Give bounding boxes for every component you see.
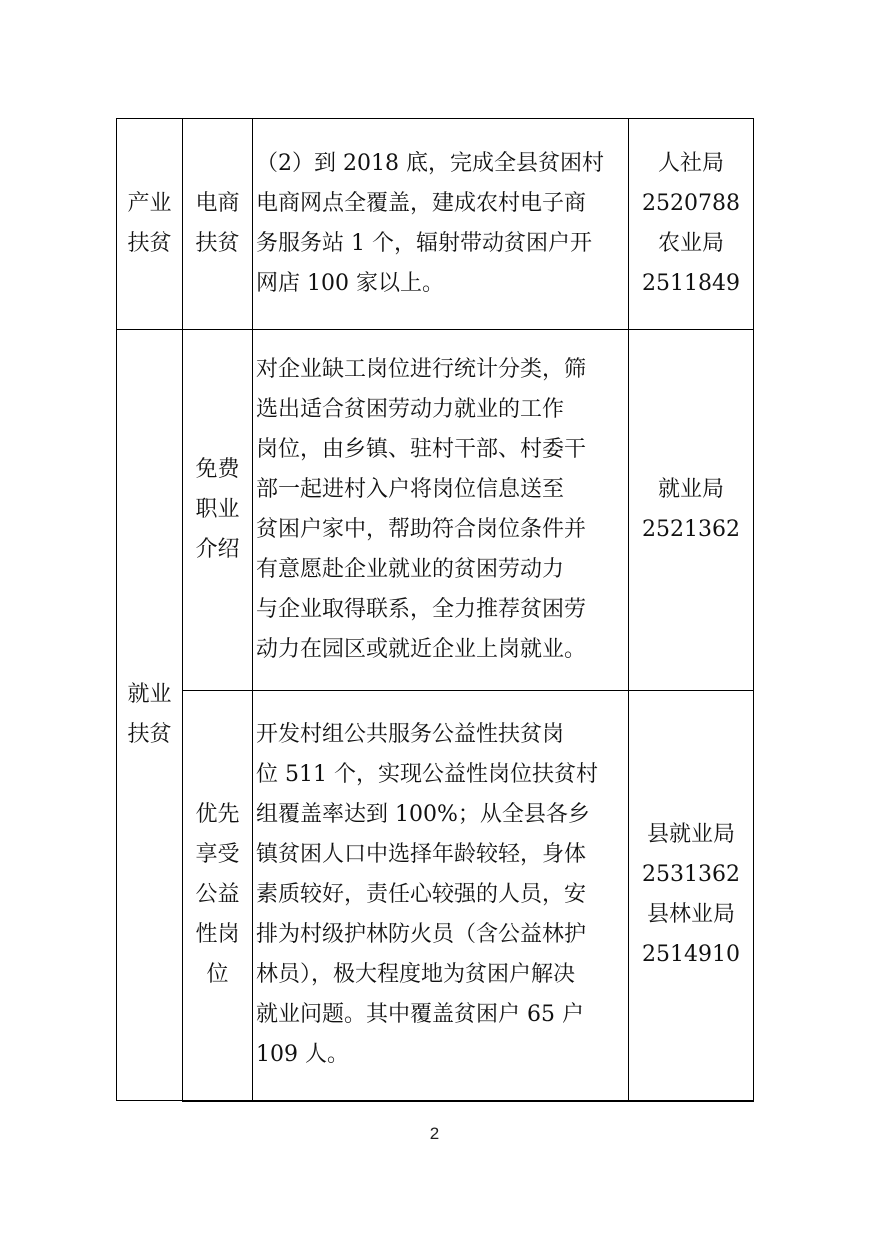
description-cell [253, 691, 629, 1101]
description-line: 开发村组公共服务公益性扶贫岗 [256, 722, 565, 748]
contact-text: 人社局 [657, 151, 724, 176]
subcategory-text: 介绍 [195, 537, 240, 562]
subcategory-cell [183, 330, 253, 691]
contact-cell [629, 691, 754, 1101]
contact-text: 2514910 [642, 942, 740, 968]
description-line: 岗位，由乡镇、驻村干部、村委干 [256, 437, 587, 462]
category-cell [117, 330, 183, 1101]
description-line: 有意愿赴企业就业的贫困劳动力 [256, 557, 565, 582]
subcategory-text: 电商 [195, 191, 240, 216]
description-line: 与企业取得联系，全力推荐贫困劳 [256, 597, 587, 622]
description-line: 网店 100 家以上。 [256, 271, 444, 296]
contact-cell [629, 330, 754, 691]
subcategory-text: 公益 [195, 882, 240, 908]
subcategory-text: 优先 [195, 802, 240, 828]
subcategory-text: 免费 [195, 457, 240, 482]
page-number: 2 [429, 1124, 440, 1143]
contact-text: 农业局 [657, 231, 724, 256]
description-line: 排为村级护林防火员（含公益林护 [256, 922, 587, 948]
description-line: 素质较好，责任心较强的人员，安 [256, 882, 587, 908]
subcategory-cell [183, 691, 253, 1101]
poverty-alleviation-table [116, 118, 754, 1102]
description-line: 109 人。 [256, 1042, 349, 1068]
description-line: 位 511 个，实现公益性岗位扶贫村 [256, 762, 598, 788]
description-line: 组覆盖率达到 100%；从全县各乡 [256, 802, 590, 828]
subcategory-text: 职业 [195, 497, 240, 522]
table-row [117, 691, 754, 1101]
description-line: 就业问题。其中覆盖贫困户 65 户 [256, 1002, 584, 1028]
contact-cell [629, 119, 754, 330]
category-text: 扶贫 [127, 231, 172, 256]
description-cell [253, 119, 629, 330]
contact-text: 县林业局 [646, 902, 735, 928]
category-text: 扶贫 [127, 722, 172, 747]
table-row [117, 119, 754, 330]
category-cell [117, 119, 183, 330]
contact-text: 2520788 [642, 191, 740, 216]
description-line: 林员），极大程度地为贫困户解决 [256, 962, 576, 988]
subcategory-cell [183, 119, 253, 330]
description-line: 贫困户家中，帮助符合岗位条件并 [256, 517, 587, 542]
subcategory-text: 性岗 [195, 922, 240, 948]
description-line: （2）到 2018 底，完成全县贫困村 [256, 151, 604, 176]
table-row [117, 330, 754, 691]
contact-text: 2531362 [642, 862, 740, 888]
category-text: 产业 [127, 191, 172, 216]
description-cell [253, 330, 629, 691]
contact-text: 2521362 [642, 517, 740, 542]
subcategory-text: 扶贫 [195, 231, 240, 256]
subcategory-text: 位 [206, 962, 229, 988]
description-line: 务服务站 1 个，辐射带动贫困户开 [256, 231, 592, 256]
contact-text: 就业局 [657, 477, 724, 502]
contact-text: 县就业局 [646, 822, 735, 848]
description-line: 镇贫困人口中选择年龄较轻，身体 [256, 842, 587, 868]
description-line: 选出适合贫困劳动力就业的工作 [256, 397, 565, 422]
description-line: 动力在园区或就近企业上岗就业。 [256, 637, 587, 662]
description-line: 部一起进村入户将岗位信息送至 [256, 477, 565, 502]
category-text: 就业 [127, 682, 172, 707]
description-line: 对企业缺工岗位进行统计分类，筛 [256, 357, 587, 382]
description-line: 电商网点全覆盖，建成农村电子商 [256, 191, 587, 216]
subcategory-text: 享受 [195, 842, 240, 868]
contact-text: 2511849 [642, 271, 740, 296]
